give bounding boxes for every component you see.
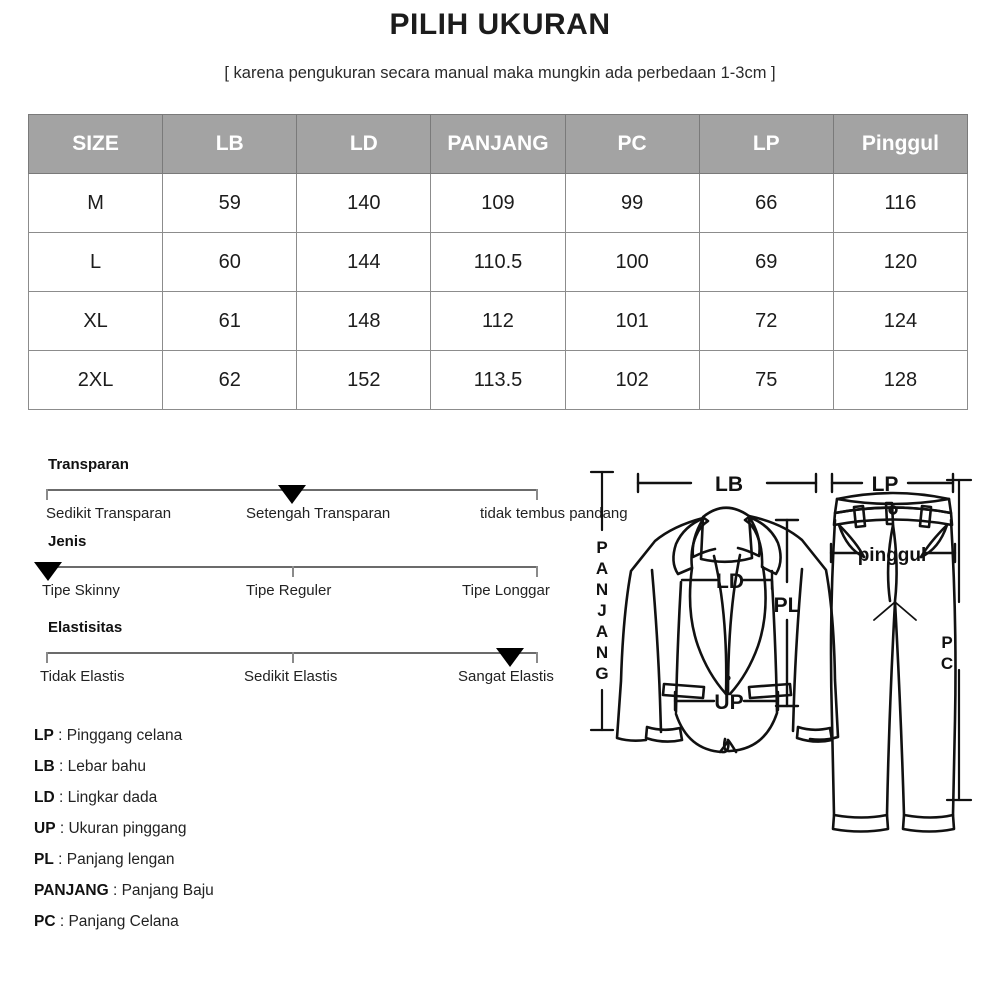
legend-desc: Lingkar dada — [67, 789, 158, 806]
legend-abbr: PC — [34, 913, 56, 930]
column-header-pinggul: Pinggul — [833, 115, 967, 174]
scale-elastisitas-title: Elastisitas — [48, 619, 123, 636]
cell-lp: 72 — [699, 292, 833, 351]
pinggul-label: pinggul — [857, 545, 927, 566]
scale-tick-middle — [292, 652, 294, 663]
table-row — [29, 351, 968, 410]
scale-label-right: Tipe Longgar — [462, 582, 550, 599]
legend-item: UP : Ukuran pinggang — [34, 820, 187, 837]
cell-ld: 152 — [297, 351, 431, 410]
legend-item: LP : Pinggang celana — [34, 727, 183, 744]
cell-pinggul: 120 — [833, 233, 967, 292]
scale-tick-right — [536, 652, 538, 663]
scale-tick-right — [536, 489, 538, 500]
scale-tick-left — [46, 652, 48, 663]
scale-marker-jenis — [34, 562, 62, 581]
column-header-size: SIZE — [29, 115, 163, 174]
cell-ld: 148 — [297, 292, 431, 351]
scale-tick-left — [46, 489, 48, 500]
scale-label-left: Tidak Elastis — [40, 668, 125, 685]
scale-transparan-labels — [46, 505, 628, 527]
scale-label-middle: Tipe Reguler — [246, 582, 332, 599]
scale-transparan-track — [46, 479, 538, 501]
cell-panjang: 109 — [431, 174, 565, 233]
table-row — [29, 292, 968, 351]
scale-marker-elastisitas — [496, 648, 524, 667]
cell-lb: 61 — [163, 292, 297, 351]
scale-transparan — [28, 456, 628, 527]
table-row — [29, 233, 968, 292]
garment-svg — [586, 452, 986, 952]
jacket-outline — [617, 508, 838, 752]
jacket-length-label: P A N J A N G — [595, 538, 609, 683]
cell-pinggul: 124 — [833, 292, 967, 351]
legend-desc: Pinggang celana — [66, 727, 183, 744]
scale-label-left: Tipe Skinny — [42, 582, 120, 599]
legend-desc: Ukuran pinggang — [68, 820, 187, 837]
scale-elastisitas-track — [46, 642, 538, 664]
scale-jenis-title: Jenis — [48, 533, 87, 550]
cell-lp: 75 — [699, 351, 833, 410]
cell-pc: 99 — [565, 174, 699, 233]
cell-size: L — [29, 233, 163, 292]
cell-lb: 62 — [163, 351, 297, 410]
trouser-length-label: P C — [940, 633, 954, 673]
legend-item: PC : Panjang Celana — [34, 913, 179, 930]
scale-tick-middle — [292, 566, 294, 577]
column-header-lp: LP — [699, 115, 833, 174]
scale-label-left: Sedikit Transparan — [46, 505, 172, 522]
scale-jenis-labels — [42, 582, 578, 604]
scale-label-middle: Sedikit Elastis — [244, 668, 338, 685]
lp-label: LP — [871, 473, 899, 496]
scale-marker-transparan — [278, 485, 306, 504]
cell-pinggul: 116 — [833, 174, 967, 233]
page-subtitle: [ karena pengukuran secara manual maka mungkin ada perbedaan 1-3cm ] — [224, 64, 776, 82]
page-title: PILIH UKURAN — [389, 8, 611, 41]
size-chart-table — [28, 114, 968, 410]
cell-lp: 69 — [699, 233, 833, 292]
column-header-panjang: PANJANG — [431, 115, 565, 174]
lb-label: LB — [715, 473, 743, 496]
cell-size: XL — [29, 292, 163, 351]
up-label: UP — [714, 691, 744, 714]
cell-pc: 102 — [565, 351, 699, 410]
scale-transparan-title: Transparan — [48, 456, 129, 473]
pl-label: PL — [773, 594, 801, 617]
garment-measurement-diagram — [586, 452, 986, 952]
legend-abbr: LD — [34, 789, 55, 806]
legend-desc: Lebar bahu — [67, 758, 147, 775]
scale-tick-right — [536, 566, 538, 577]
table-row — [29, 174, 968, 233]
cell-lb: 59 — [163, 174, 297, 233]
cell-panjang: 112 — [431, 292, 565, 351]
legend-item: LD : Lingkar dada — [34, 789, 158, 806]
ld-label: LD — [716, 570, 744, 593]
cell-pc: 101 — [565, 292, 699, 351]
legend-abbr: PANJANG — [34, 882, 109, 899]
table-header-row — [29, 115, 968, 174]
scale-elastisitas — [28, 619, 578, 690]
legend-desc: Panjang Baju — [121, 882, 214, 899]
cell-size: M — [29, 174, 163, 233]
cell-panjang: 113.5 — [431, 351, 565, 410]
cell-size: 2XL — [29, 351, 163, 410]
column-header-pc: PC — [565, 115, 699, 174]
legend-item: PANJANG : Panjang Baju — [34, 882, 214, 899]
column-header-ld: LD — [297, 115, 431, 174]
cell-ld: 140 — [297, 174, 431, 233]
scale-label-right: tidak tembus pandang — [480, 505, 628, 522]
cell-lb: 60 — [163, 233, 297, 292]
abbreviation-legend — [34, 720, 454, 937]
scale-label-middle: Setengah Transparan — [246, 505, 391, 522]
legend-abbr: UP — [34, 820, 56, 837]
column-header-lb: LB — [163, 115, 297, 174]
legend-abbr: PL — [34, 851, 54, 868]
cell-ld: 144 — [297, 233, 431, 292]
cell-pinggul: 128 — [833, 351, 967, 410]
legend-desc: Panjang lengan — [66, 851, 175, 868]
legend-item: LB : Lebar bahu — [34, 758, 147, 775]
legend-abbr: LB — [34, 758, 55, 775]
scale-elastisitas-labels — [40, 668, 578, 690]
scale-label-right: Sangat Elastis — [458, 668, 554, 685]
cell-pc: 100 — [565, 233, 699, 292]
scale-jenis-track — [46, 556, 538, 578]
legend-desc: Panjang Celana — [68, 913, 179, 930]
cell-panjang: 110.5 — [431, 233, 565, 292]
cell-lp: 66 — [699, 174, 833, 233]
legend-item: PL : Panjang lengan — [34, 851, 175, 868]
trouser-outline — [831, 493, 956, 832]
scale-jenis — [28, 533, 578, 604]
legend-abbr: LP — [34, 727, 54, 744]
